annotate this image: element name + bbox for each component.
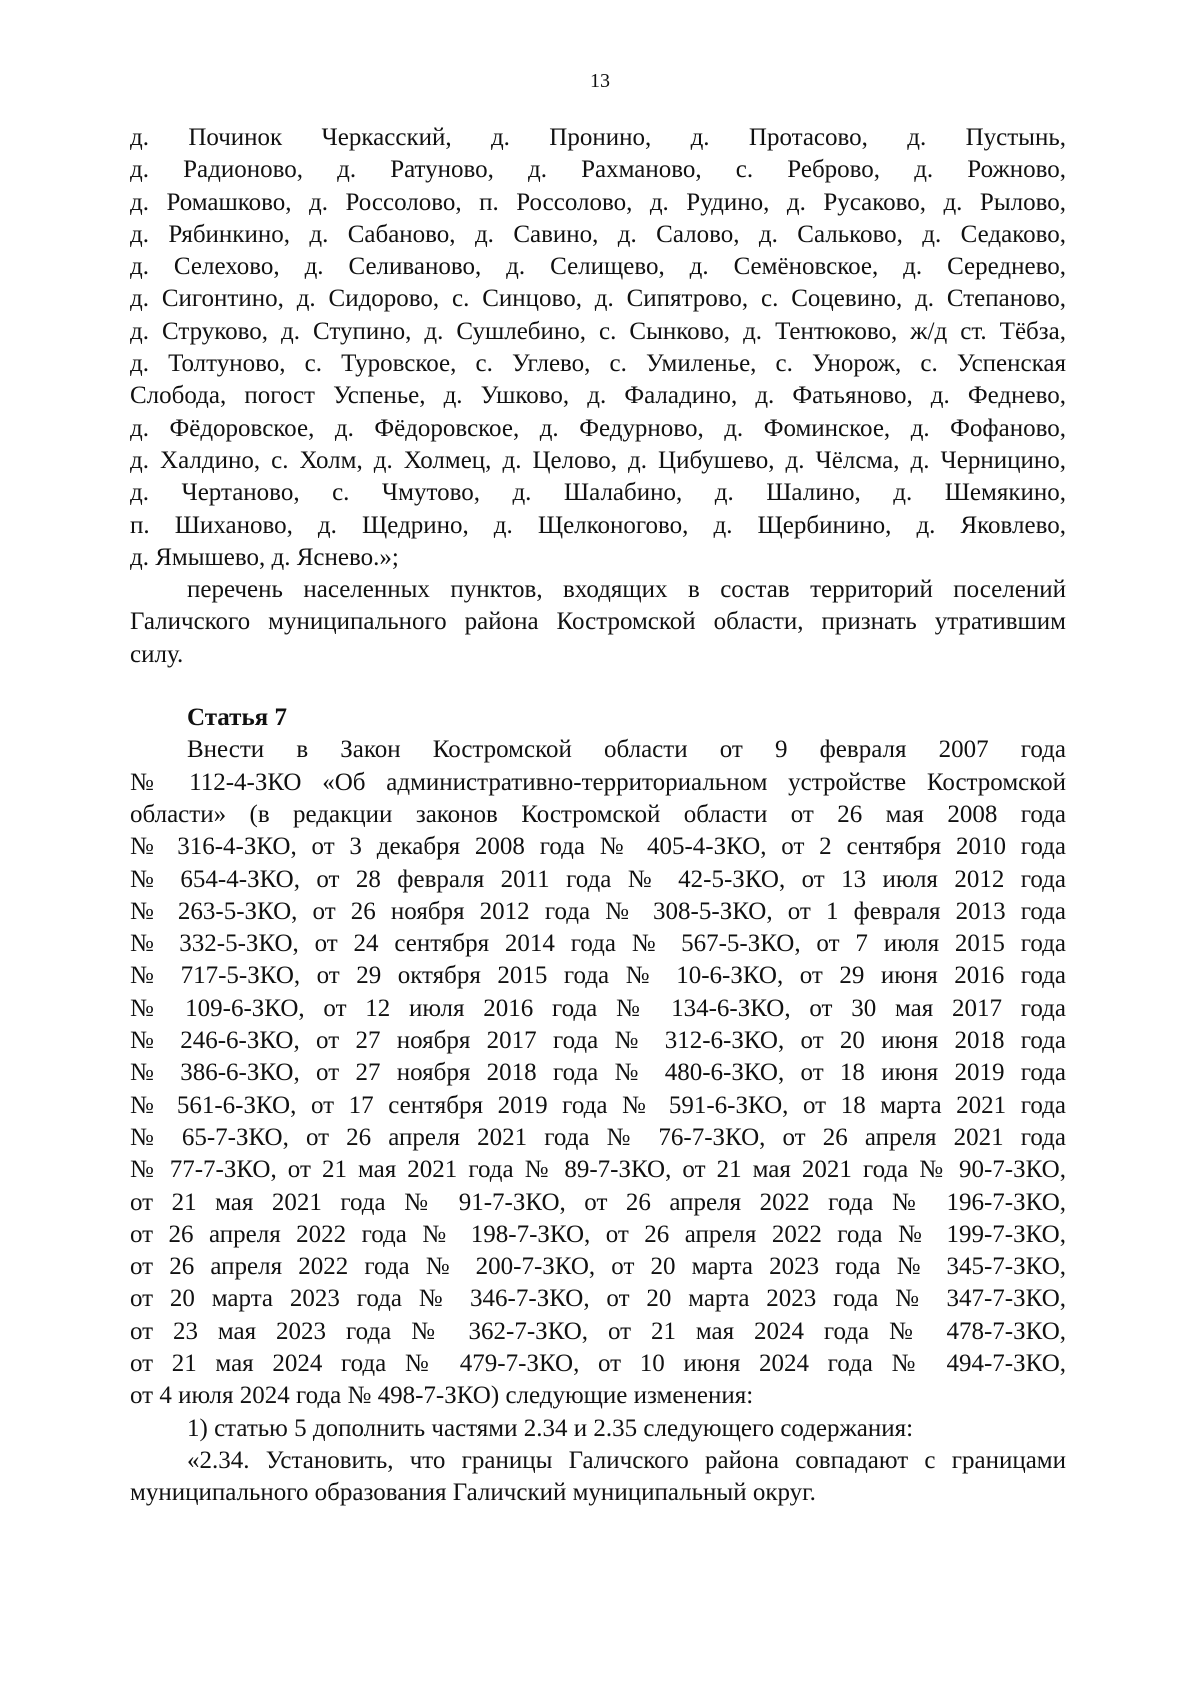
text-line: № 717-5-ЗКО, от 29 октября 2015 года № 10-6-ЗКО, от 29 июня 2016 года <box>130 962 1066 990</box>
text-line: «2.34. Установить, что границы Галичского района совпадают с границами <box>187 1446 1066 1474</box>
document-body <box>130 122 1066 1509</box>
text-line: д. Сигонтино, д. Сидорово, с. Синцово, д. Сипятрово, с. Соцевино, д. Степаново, <box>130 285 1066 313</box>
text-line: д. Радионово, д. Ратуново, д. Рахманово, с. Реброво, д. Рожново, <box>130 156 1066 184</box>
text-line: № 109-6-ЗКО, от 12 июля 2016 года № 134-6-ЗКО, от 30 мая 2017 года <box>130 994 1066 1022</box>
text-line: области» (в редакции законов Костромской области от 26 мая 2008 года <box>130 800 1066 828</box>
text-line: муниципального образования Галичский муниципальный округ. <box>130 1479 816 1507</box>
text-line: от 23 мая 2023 года № 362-7-ЗКО, от 21 мая 2024 года № 478-7-ЗКО, <box>130 1317 1066 1345</box>
text-line: № 77-7-ЗКО, от 21 мая 2021 года № 89-7-ЗКО, от 21 мая 2021 года № 90-7-ЗКО, <box>130 1156 1066 1184</box>
text-line: д. Фёдоровское, д. Фёдоровское, д. Федурново, д. Фоминское, д. Фофаново, <box>130 414 1066 442</box>
text-line: д. Ямышево, д. Яснево.»; <box>130 543 399 571</box>
text-line: № 561-6-ЗКО, от 17 сентября 2019 года № 591-6-ЗКО, от 18 марта 2021 года <box>130 1091 1066 1119</box>
text-line: Галичского муниципального района Костромской области, признать утратившим <box>130 608 1066 636</box>
text-line: № 332-5-ЗКО, от 24 сентября 2014 года № 567-5-ЗКО, от 7 июля 2015 года <box>130 930 1066 958</box>
text-line: д. Рябинкино, д. Сабаново, д. Савино, д. Салово, д. Сальково, д. Седаково, <box>130 220 1066 248</box>
quoted-clause-paragraph <box>130 1445 1066 1510</box>
article-heading: Статья 7 <box>187 704 287 732</box>
text-line: от 21 мая 2024 года № 479-7-ЗКО, от 10 июня 2024 года № 494-7-ЗКО, <box>130 1349 1066 1377</box>
text-line: д. Ромашково, д. Россолово, п. Россолово, д. Рудино, д. Русаково, д. Рылово, <box>130 188 1066 216</box>
text-line: № 386-6-ЗКО, от 27 ноября 2018 года № 480-6-ЗКО, от 18 июня 2019 года <box>130 1059 1066 1087</box>
text-line: д. Халдино, с. Холм, д. Холмец, д. Целово, д. Цибушево, д. Чёлсма, д. Черницино, <box>130 446 1066 474</box>
text-line: д. Починок Черкасский, д. Пронино, д. Протасово, д. Пустынь, <box>130 124 1066 151</box>
text-line: от 4 июля 2024 года № 498-7-ЗКО) следующие изменения: <box>130 1382 754 1410</box>
text-line: от 26 апреля 2022 года № 198-7-ЗКО, от 26 апреля 2022 года № 199-7-ЗКО, <box>130 1220 1066 1248</box>
text-line: от 20 марта 2023 года № 346-7-ЗКО, от 20 марта 2023 года № 347-7-ЗКО, <box>130 1285 1066 1313</box>
text-line: д. Толтуново, с. Туровское, с. Углево, с. Умиленье, с. Унорож, с. Успенская <box>130 350 1066 378</box>
spacer <box>130 671 1066 702</box>
text-line: № 263-5-ЗКО, от 26 ноября 2012 года № 308-5-ЗКО, от 1 февраля 2013 года <box>130 897 1066 925</box>
text-line: № 246-6-ЗКО, от 27 ноября 2017 года № 312-6-ЗКО, от 20 июня 2018 года <box>130 1027 1066 1055</box>
amendment-item: 1) статью 5 дополнить частями 2.34 и 2.35 следующего содержания: <box>187 1414 914 1442</box>
text-line: № 65-7-ЗКО, от 26 апреля 2021 года № 76-7-ЗКО, от 26 апреля 2021 года <box>130 1123 1066 1151</box>
text-line: № 654-4-ЗКО, от 28 февраля 2011 года № 42-5-ЗКО, от 13 июля 2012 года <box>130 865 1066 893</box>
page-number: 13 <box>590 70 610 92</box>
article-body-paragraph <box>130 734 1066 1412</box>
text-line: п. Шиханово, д. Щедрино, д. Щелконогово, д. Щербинино, д. Яковлево, <box>130 511 1066 539</box>
settlement-list-paragraph <box>130 122 1066 574</box>
text-line: № 112-4-ЗКО «Об административно-территориальном устройстве Костромской <box>130 768 1066 796</box>
repeal-paragraph <box>130 574 1066 671</box>
text-line: д. Струково, д. Ступино, д. Сушлебино, с. Сынково, д. Тентюково, ж/д ст. Тёбза, <box>130 317 1066 345</box>
text-line: Внести в Закон Костромской области от 9 февраля 2007 года <box>187 736 1066 764</box>
text-line: от 21 мая 2021 года № 91-7-ЗКО, от 26 апреля 2022 года № 196-7-ЗКО, <box>130 1188 1066 1216</box>
text-line: д. Чертаново, с. Чмутово, д. Шалабино, д. Шалино, д. Шемякино, <box>130 479 1066 507</box>
text-line: перечень населенных пунктов, входящих в состав территорий поселений <box>187 576 1066 604</box>
text-line: № 316-4-ЗКО, от 3 декабря 2008 года № 405-4-ЗКО, от 2 сентября 2010 года <box>130 833 1066 861</box>
text-line: Слобода, погост Успенье, д. Ушково, д. Фаладино, д. Фатьяново, д. Феднево, <box>130 382 1066 410</box>
text-line: силу. <box>130 640 184 668</box>
text-line: от 26 апреля 2022 года № 200-7-ЗКО, от 20 марта 2023 года № 345-7-ЗКО, <box>130 1253 1066 1281</box>
text-line: д. Селехово, д. Селиваново, д. Селищево, д. Семёновское, д. Середнево, <box>130 253 1066 281</box>
